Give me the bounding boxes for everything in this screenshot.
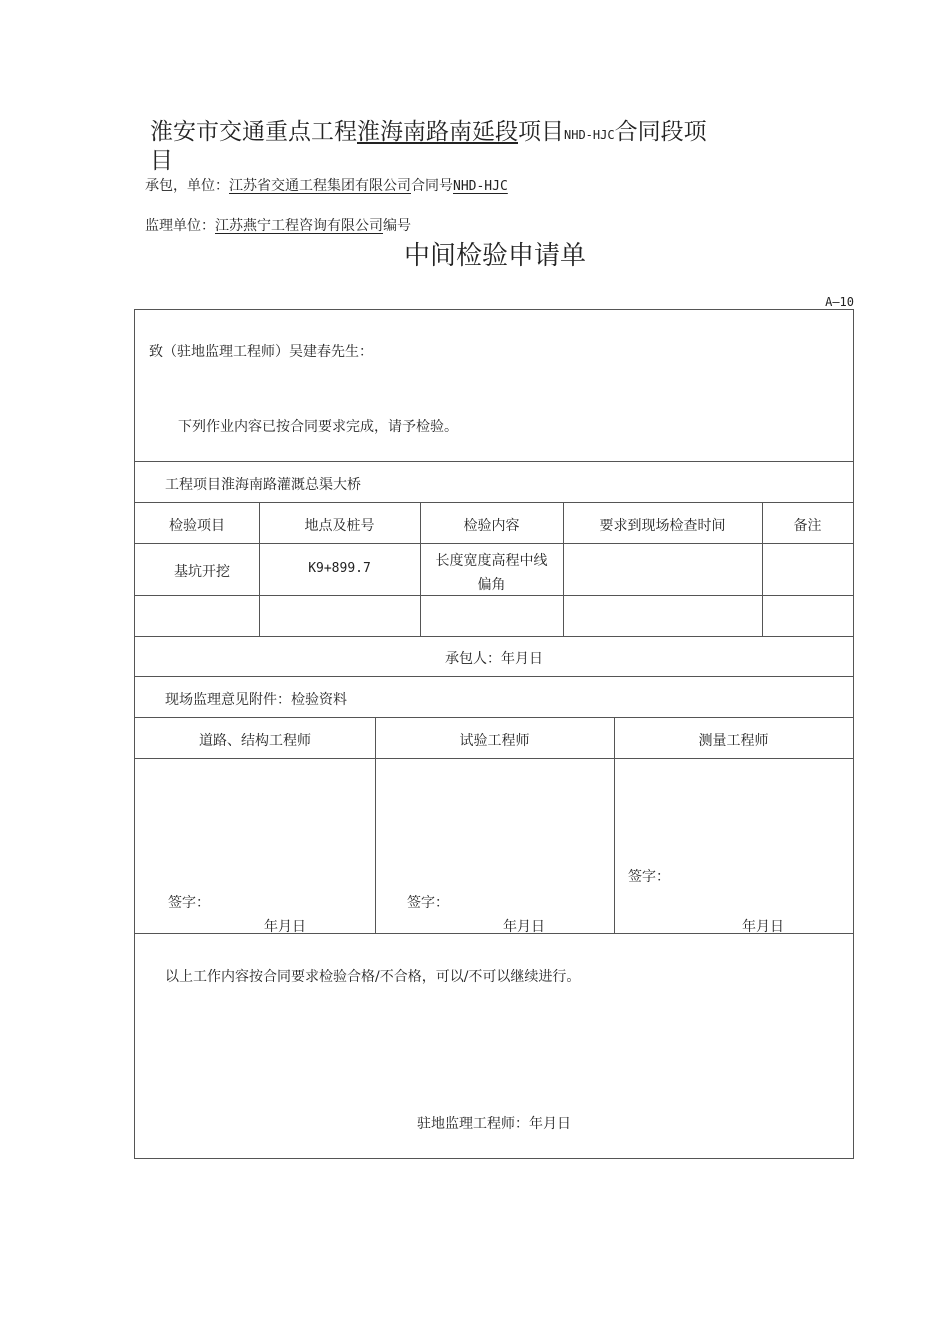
- row1-content-line2: 偏角: [477, 577, 506, 593]
- project-title-continuation: 目: [150, 148, 173, 174]
- row-divider: [135, 758, 853, 759]
- date-label-road: 年月日: [264, 919, 306, 935]
- form-code: A—10: [825, 295, 854, 309]
- title-part2: 项目: [518, 119, 564, 145]
- col-header-time: 要求到现场检查时间: [599, 518, 726, 534]
- row-divider: [135, 461, 853, 462]
- date-label-testing: 年月日: [503, 919, 545, 935]
- contract-no: NHD-HJC: [453, 179, 508, 194]
- col-header-content: 检验内容: [463, 518, 520, 534]
- engineer-road-structure: 道路、结构工程师: [199, 733, 311, 749]
- engineer-testing: 试验工程师: [459, 733, 530, 749]
- row1-location: K9+899.7: [308, 561, 371, 576]
- project-title: [150, 117, 707, 150]
- addressee: 致（驻地监理工程师）吴建春先生：: [149, 344, 373, 360]
- contract-no-label: 合同号: [411, 178, 453, 194]
- row-divider: [135, 676, 853, 677]
- conclusion-text: 以上工作内容按合同要求检验合格/不合格，可以/不可以继续进行。: [165, 969, 581, 985]
- sign-label-survey: 签字：: [628, 869, 670, 885]
- site-opinion: 现场监理意见附件：检验资料: [165, 692, 347, 708]
- engineer-survey: 测量工程师: [698, 733, 769, 749]
- title-project-name: 淮海南路南延段: [357, 119, 518, 145]
- sign-label-road: 签字：: [168, 895, 210, 911]
- title-part3: 合同段项: [614, 119, 707, 145]
- row1-content-line1: 长度宽度高程中线: [435, 553, 548, 569]
- contractor-sign: 承包人：年月日: [445, 651, 543, 667]
- col-header-item: 检验项目: [169, 518, 225, 534]
- contractor-label: 承包，单位：: [145, 178, 229, 194]
- request-text: 下列作业内容已按合同要求完成，请予检验。: [178, 419, 458, 435]
- row-divider: [135, 595, 853, 596]
- col-header-remark: 备注: [793, 518, 822, 534]
- row-divider: [135, 502, 853, 503]
- serial-label: 编号: [383, 218, 411, 234]
- row-divider: [135, 717, 853, 718]
- contractor-name: 江苏省交通工程集团有限公司: [229, 178, 411, 194]
- sign-label-testing: 签字：: [407, 895, 449, 911]
- row1-item: 基坑开挖: [174, 564, 230, 580]
- project-line: 工程项目淮海南路灌溉总渠大桥: [165, 477, 361, 493]
- row-divider: [135, 636, 853, 637]
- inspection-form-table: [134, 309, 854, 1159]
- title-contract-code: NHD-HJC: [564, 128, 615, 142]
- resident-engineer-sign: 驻地监理工程师：年月日: [417, 1116, 571, 1132]
- supervisor-line: [145, 215, 411, 235]
- supervisor-label: 监理单位：: [145, 218, 215, 234]
- row-divider: [135, 543, 853, 544]
- contractor-line: [145, 175, 508, 195]
- form-title: 中间检验申请单: [403, 241, 586, 271]
- supervisor-name: 江苏燕宁工程咨询有限公司: [215, 218, 383, 234]
- date-label-survey: 年月日: [742, 919, 784, 935]
- title-part1: 淮安市交通重点工程: [150, 119, 357, 145]
- col-header-location: 地点及桩号: [304, 518, 375, 534]
